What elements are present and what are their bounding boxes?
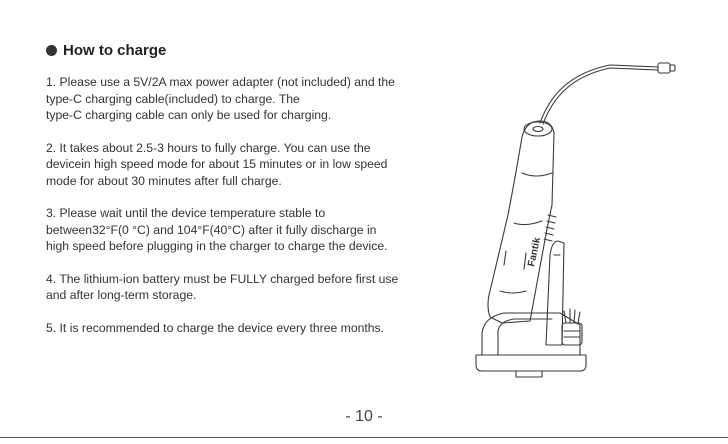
paragraph-line: type-C charging cable can only be used for charging. <box>46 108 332 122</box>
paragraph-line: and after long-term storage. <box>46 288 197 302</box>
paragraph-line: 3. Please wait until the device temperature stable to <box>46 206 326 220</box>
paragraph-line: devicein high speed mode for about 15 minutes or in low speed <box>46 157 388 171</box>
bottom-divider <box>0 437 728 438</box>
page-number: - 10 - <box>345 408 383 425</box>
paragraph-line: type-C charging cable(included) to charge. The <box>46 91 300 106</box>
paragraph-line: high speed before plugging in the charger to charge the device. <box>46 239 388 253</box>
bullet-dot-icon <box>46 45 57 56</box>
nozzle-attachment-icon <box>546 241 564 345</box>
instruction-paragraph-5 <box>46 320 446 337</box>
instruction-paragraph-3 <box>46 205 446 255</box>
instruction-paragraph-2 <box>46 140 446 190</box>
instruction-paragraph-4 <box>46 271 446 304</box>
paragraph-line: 4. The lithium-ion battery must be FULLY charged before first use <box>46 271 399 286</box>
section-title: How to charge <box>63 42 167 59</box>
device-charging-illustration <box>460 55 690 395</box>
paragraph-line: between32°F(0 °C) and 104°F(40°C) after it fully discharge in <box>46 222 377 237</box>
paragraph-line: mode for about 30 minutes after full charge. <box>46 173 282 188</box>
usb-c-plug-icon <box>658 63 675 73</box>
instruction-paragraph-1 <box>46 74 446 124</box>
handheld-vacuum-icon <box>488 121 556 323</box>
usb-c-cable-inner <box>543 68 658 124</box>
paragraph-line: 2. It takes about 2.5-3 hours to fully charge. You can use the <box>46 140 371 155</box>
brush-attachment-icon <box>562 309 582 345</box>
device-brand-label: Fantik <box>526 236 544 268</box>
paragraph-line: 1. Please use a 5V/2A max power adapter (not included) and the <box>46 75 395 89</box>
section-heading <box>46 42 166 59</box>
paragraph-line: 5. It is recommended to charge the device every three months. <box>46 320 385 335</box>
usb-c-cable <box>540 65 658 123</box>
instructions-body <box>46 74 446 352</box>
